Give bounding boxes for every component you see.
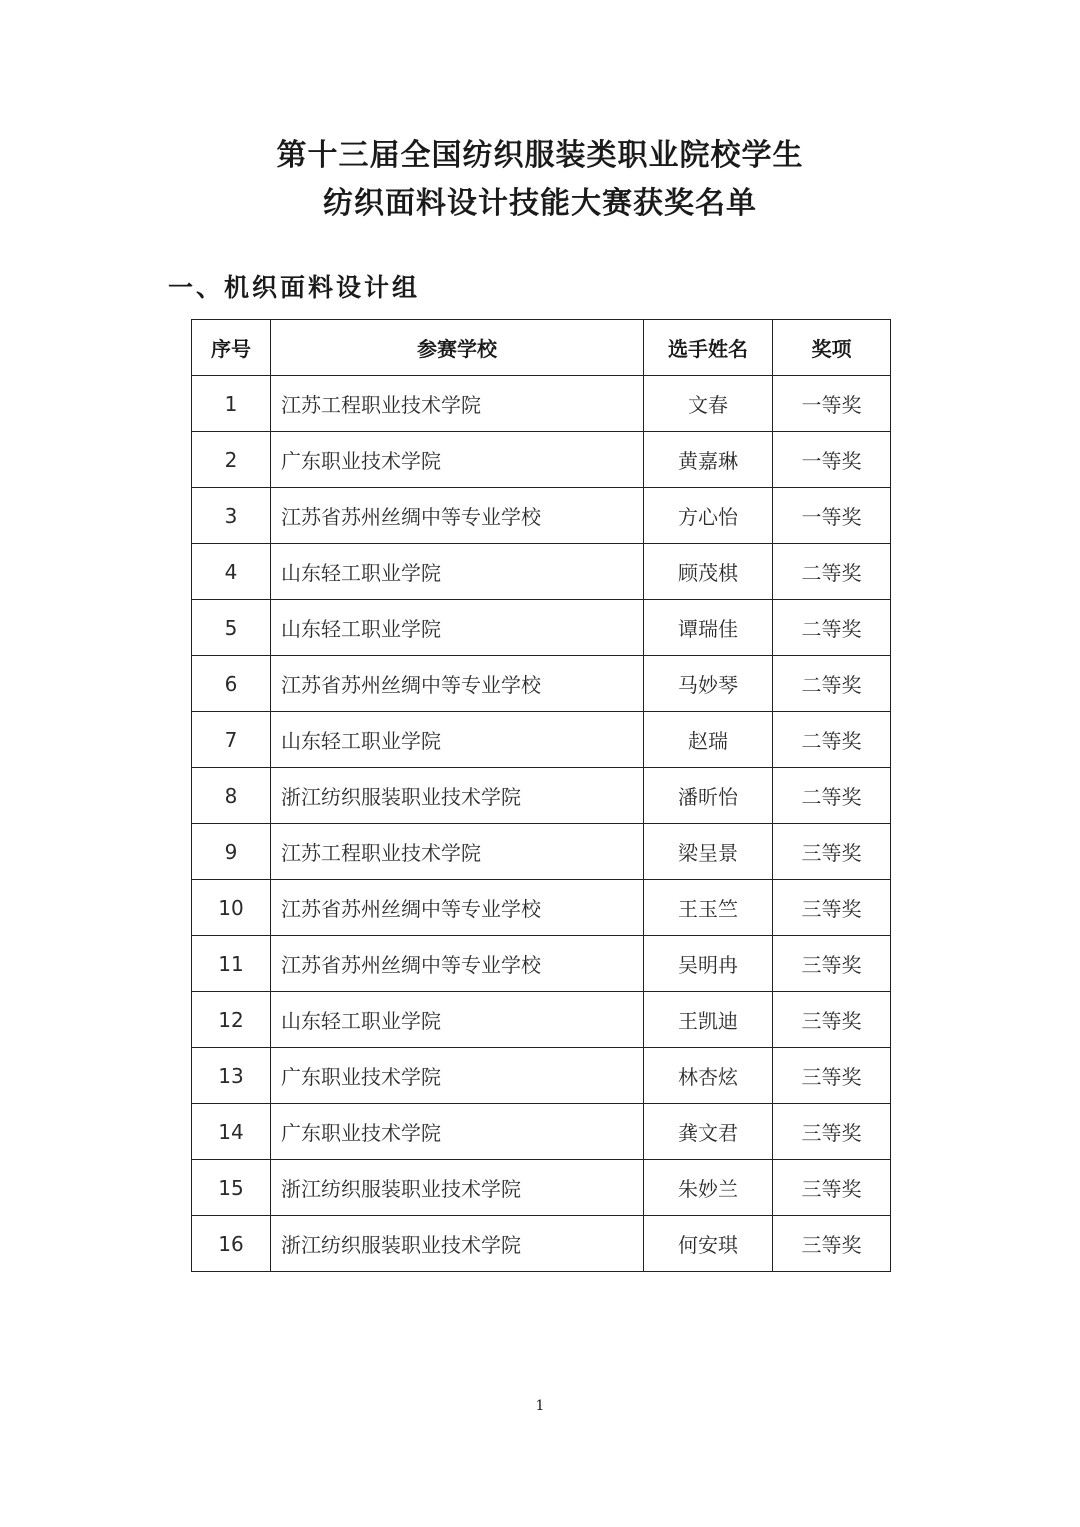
cell-award: 三等奖: [773, 1160, 891, 1216]
cell-school: 山东轻工职业学院: [271, 712, 644, 768]
cell-index: 11: [192, 936, 271, 992]
cell-contestant: 赵瑞: [644, 712, 773, 768]
table-row: [192, 1216, 891, 1272]
cell-index: 6: [192, 656, 271, 712]
cell-school: 江苏省苏州丝绸中等专业学校: [271, 656, 644, 712]
cell-index: 16: [192, 1216, 271, 1272]
cell-index: 3: [192, 488, 271, 544]
cell-award: 三等奖: [773, 880, 891, 936]
cell-school: 江苏省苏州丝绸中等专业学校: [271, 880, 644, 936]
cell-contestant: 何安琪: [644, 1216, 773, 1272]
cell-school: 浙江纺织服装职业技术学院: [271, 768, 644, 824]
cell-school: 江苏工程职业技术学院: [271, 824, 644, 880]
table-header-row: [192, 320, 891, 376]
cell-contestant: 顾茂棋: [644, 544, 773, 600]
cell-award: 二等奖: [773, 712, 891, 768]
cell-index: 8: [192, 768, 271, 824]
cell-index: 15: [192, 1160, 271, 1216]
table-row: [192, 376, 891, 432]
header-school: 参赛学校: [271, 320, 644, 376]
awards-table: [191, 319, 891, 1272]
cell-contestant: 王凯迪: [644, 992, 773, 1048]
cell-index: 10: [192, 880, 271, 936]
cell-award: 二等奖: [773, 600, 891, 656]
table-row: [192, 432, 891, 488]
cell-contestant: 马妙琴: [644, 656, 773, 712]
cell-award: 一等奖: [773, 432, 891, 488]
table-row: [192, 1104, 891, 1160]
cell-index: 1: [192, 376, 271, 432]
cell-contestant: 梁呈景: [644, 824, 773, 880]
cell-award: 二等奖: [773, 544, 891, 600]
cell-index: 14: [192, 1104, 271, 1160]
table-row: [192, 824, 891, 880]
document-title-line2: 纺织面料设计技能大赛获奖名单: [323, 186, 757, 221]
cell-contestant: 文春: [644, 376, 773, 432]
cell-award: 三等奖: [773, 936, 891, 992]
table-row: [192, 600, 891, 656]
cell-contestant: 王玉竺: [644, 880, 773, 936]
table-row: [192, 768, 891, 824]
cell-school: 广东职业技术学院: [271, 432, 644, 488]
table-row: [192, 712, 891, 768]
cell-award: 二等奖: [773, 768, 891, 824]
table-row: [192, 992, 891, 1048]
table-row: [192, 1160, 891, 1216]
cell-school: 广东职业技术学院: [271, 1104, 644, 1160]
cell-award: 一等奖: [773, 376, 891, 432]
cell-school: 江苏工程职业技术学院: [271, 376, 644, 432]
page-number: 1: [535, 1398, 545, 1414]
cell-contestant: 龚文君: [644, 1104, 773, 1160]
table-row: [192, 880, 891, 936]
section-heading: 一、机织面料设计组: [168, 273, 421, 302]
cell-school: 山东轻工职业学院: [271, 992, 644, 1048]
table-row: [192, 1048, 891, 1104]
table-body: [192, 376, 891, 1272]
cell-award: 三等奖: [773, 992, 891, 1048]
cell-award: 二等奖: [773, 656, 891, 712]
cell-school: 广东职业技术学院: [271, 1048, 644, 1104]
cell-school: 山东轻工职业学院: [271, 544, 644, 600]
header-index: 序号: [192, 320, 271, 376]
cell-school: 江苏省苏州丝绸中等专业学校: [271, 936, 644, 992]
cell-school: 浙江纺织服装职业技术学院: [271, 1160, 644, 1216]
table-row: [192, 488, 891, 544]
table-row: [192, 936, 891, 992]
document-title-line1: 第十三届全国纺织服装类职业院校学生: [276, 138, 804, 173]
cell-index: 12: [192, 992, 271, 1048]
cell-contestant: 黄嘉琳: [644, 432, 773, 488]
cell-contestant: 吴明冉: [644, 936, 773, 992]
table-row: [192, 656, 891, 712]
cell-award: 三等奖: [773, 1216, 891, 1272]
cell-contestant: 朱妙兰: [644, 1160, 773, 1216]
cell-contestant: 潘昕怡: [644, 768, 773, 824]
cell-index: 9: [192, 824, 271, 880]
cell-index: 2: [192, 432, 271, 488]
cell-index: 4: [192, 544, 271, 600]
cell-school: 浙江纺织服装职业技术学院: [271, 1216, 644, 1272]
cell-index: 7: [192, 712, 271, 768]
cell-contestant: 林杏炫: [644, 1048, 773, 1104]
header-contestant: 选手姓名: [644, 320, 773, 376]
cell-school: 江苏省苏州丝绸中等专业学校: [271, 488, 644, 544]
cell-contestant: 方心怡: [644, 488, 773, 544]
header-award: 奖项: [773, 320, 891, 376]
cell-award: 三等奖: [773, 1048, 891, 1104]
cell-index: 13: [192, 1048, 271, 1104]
cell-index: 5: [192, 600, 271, 656]
cell-school: 山东轻工职业学院: [271, 600, 644, 656]
cell-contestant: 谭瑞佳: [644, 600, 773, 656]
cell-award: 三等奖: [773, 824, 891, 880]
table-row: [192, 544, 891, 600]
cell-award: 一等奖: [773, 488, 891, 544]
cell-award: 三等奖: [773, 1104, 891, 1160]
